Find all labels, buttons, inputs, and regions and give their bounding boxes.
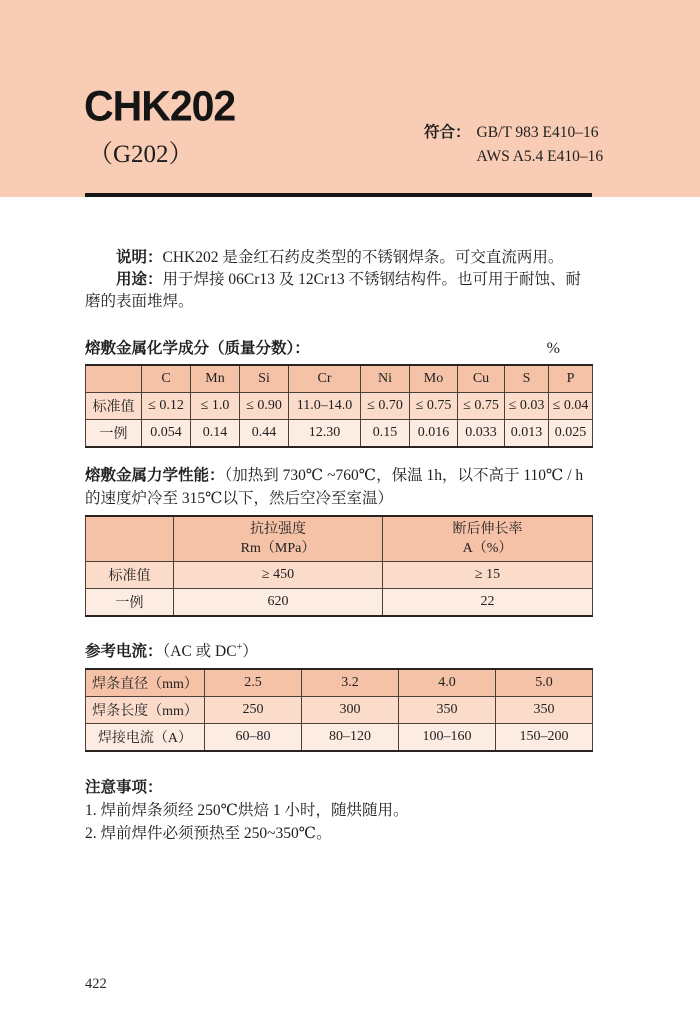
product-model-title: CHK202	[84, 82, 236, 130]
row-label: 标准值	[86, 562, 174, 589]
note-item: 1. 焊前焊条须经 250℃烘焙 1 小时，随烘随用。	[85, 802, 409, 820]
description-text: CHK202 是金红石药皮类型的不锈钢焊条。可交直流两用。	[162, 249, 564, 266]
mech-header-row	[86, 516, 593, 562]
page-content	[85, 247, 592, 845]
chem-section-title-row	[85, 339, 592, 359]
chem-col-header: Cu	[458, 365, 505, 393]
cell-value: 0.033	[458, 420, 505, 448]
cell-value: 0.054	[142, 420, 191, 448]
cell-value: 80–120	[302, 724, 399, 752]
description-label: 说明：	[116, 249, 163, 266]
cell-value: 0.44	[240, 420, 289, 448]
standard-aws: AWS A5.4 E410–16	[476, 148, 604, 165]
current-section-title	[85, 637, 592, 663]
chem-standard-row	[86, 393, 593, 420]
current-title-pre: （AC 或 DC	[162, 643, 237, 661]
cell-value: 150–200	[496, 724, 593, 752]
reference-current-table	[85, 668, 593, 752]
usage-label: 用途：	[116, 271, 163, 288]
cell-value: 300	[302, 697, 399, 724]
chem-col-header: Si	[240, 365, 289, 393]
cell-value: ≤ 1.0	[191, 393, 240, 420]
cell-value: 100–160	[399, 724, 496, 752]
chem-example-row	[86, 420, 593, 448]
cell-value: ≤ 0.03	[505, 393, 549, 420]
mech-col-header-line: Rm（MPa）	[240, 541, 316, 556]
mech-col-header-elongation	[383, 516, 593, 562]
chem-col-header	[86, 365, 142, 393]
mech-properties-table	[85, 515, 593, 617]
product-alias: （G202）	[88, 141, 194, 168]
cell-value: 60–80	[205, 724, 302, 752]
cell-value: 2.5	[205, 669, 302, 697]
chem-col-header: Mn	[191, 365, 240, 393]
chem-col-header: C	[142, 365, 191, 393]
description-line	[85, 247, 592, 269]
cell-value: ≤ 0.90	[240, 393, 289, 420]
cell-value: ≤ 0.12	[142, 393, 191, 420]
header-band	[0, 0, 700, 197]
cell-value: ≤ 0.04	[549, 393, 593, 420]
current-length-row	[86, 697, 593, 724]
notes-title: 注意事项：	[85, 779, 163, 797]
row-label: 焊条长度（mm）	[86, 697, 205, 724]
cell-value: ≤ 0.75	[410, 393, 458, 420]
row-label: 标准值	[86, 393, 142, 420]
mech-example-row	[86, 589, 593, 617]
current-amperage-row	[86, 724, 593, 752]
mech-col-header-line: 抗拉强度	[250, 522, 306, 537]
cell-value: 0.013	[505, 420, 549, 448]
mech-title-bold: 熔敷金属力学性能：	[85, 467, 225, 484]
mech-col-header-line: 断后伸长率	[452, 522, 523, 537]
standards-list	[477, 121, 604, 169]
usage-line	[85, 269, 592, 313]
mech-col-header-tensile	[174, 516, 383, 562]
standards-block	[424, 121, 603, 169]
standards-label: 符合：	[424, 124, 471, 141]
notes-block	[85, 776, 592, 845]
chem-col-header: Ni	[361, 365, 410, 393]
description-block	[85, 247, 592, 313]
chem-unit: %	[546, 340, 560, 357]
cell-value: ≥ 15	[383, 562, 593, 589]
current-diameter-row	[86, 669, 593, 697]
chem-header-row	[86, 365, 593, 393]
cell-value: 22	[383, 589, 593, 617]
standard-gbt: GB/T 983 E410–16	[476, 124, 599, 141]
chem-col-header: Mo	[410, 365, 458, 393]
current-dc-plus-sup: +	[236, 642, 243, 653]
mech-section-title	[85, 464, 592, 510]
cell-value: ≤ 0.70	[361, 393, 410, 420]
cell-value: 350	[496, 697, 593, 724]
chem-section-title: 熔敷金属化学成分（质量分数）：	[85, 340, 310, 357]
cell-value: ≤ 0.75	[458, 393, 505, 420]
row-label: 焊接电流（A）	[86, 724, 205, 752]
cell-value: 250	[205, 697, 302, 724]
cell-value: 4.0	[399, 669, 496, 697]
cell-value: 350	[399, 697, 496, 724]
cell-value: 0.15	[361, 420, 410, 448]
cell-value: ≥ 450	[174, 562, 383, 589]
cell-value: 3.2	[302, 669, 399, 697]
page-number: 422	[85, 976, 107, 992]
chem-composition-table	[85, 364, 593, 448]
mech-col-header-line: A（%）	[462, 541, 513, 556]
row-label: 焊条直径（mm）	[86, 669, 205, 697]
chem-col-header: P	[549, 365, 593, 393]
cell-value: 0.016	[410, 420, 458, 448]
row-label: 一例	[86, 420, 142, 448]
chem-col-header: S	[505, 365, 549, 393]
cell-value: 0.14	[191, 420, 240, 448]
note-item: 2. 焊前焊件必须预热至 250~350℃。	[85, 825, 332, 843]
header-divider-rule	[85, 193, 592, 197]
mech-standard-row	[86, 562, 593, 589]
cell-value: 620	[174, 589, 383, 617]
row-label: 一例	[86, 589, 174, 617]
chem-col-header: Cr	[289, 365, 361, 393]
cell-value: 11.0–14.0	[289, 393, 361, 420]
cell-value: 0.025	[549, 420, 593, 448]
cell-value: 5.0	[496, 669, 593, 697]
current-title-bold: 参考电流：	[85, 643, 163, 661]
usage-text: 用于焊接 06Cr13 及 12Cr13 不锈钢结构件。也可用于耐蚀、耐磨的表面堆焊。	[85, 271, 582, 310]
mech-title-rest: （加热到 730℃ ~760℃，保温 1h，以不高于 110℃ / h 的速度炉冷至 315℃以下，然后空冷至室温）	[85, 467, 584, 507]
mech-corner-cell	[86, 516, 174, 562]
current-title-post: ）	[242, 643, 258, 661]
cell-value: 12.30	[289, 420, 361, 448]
